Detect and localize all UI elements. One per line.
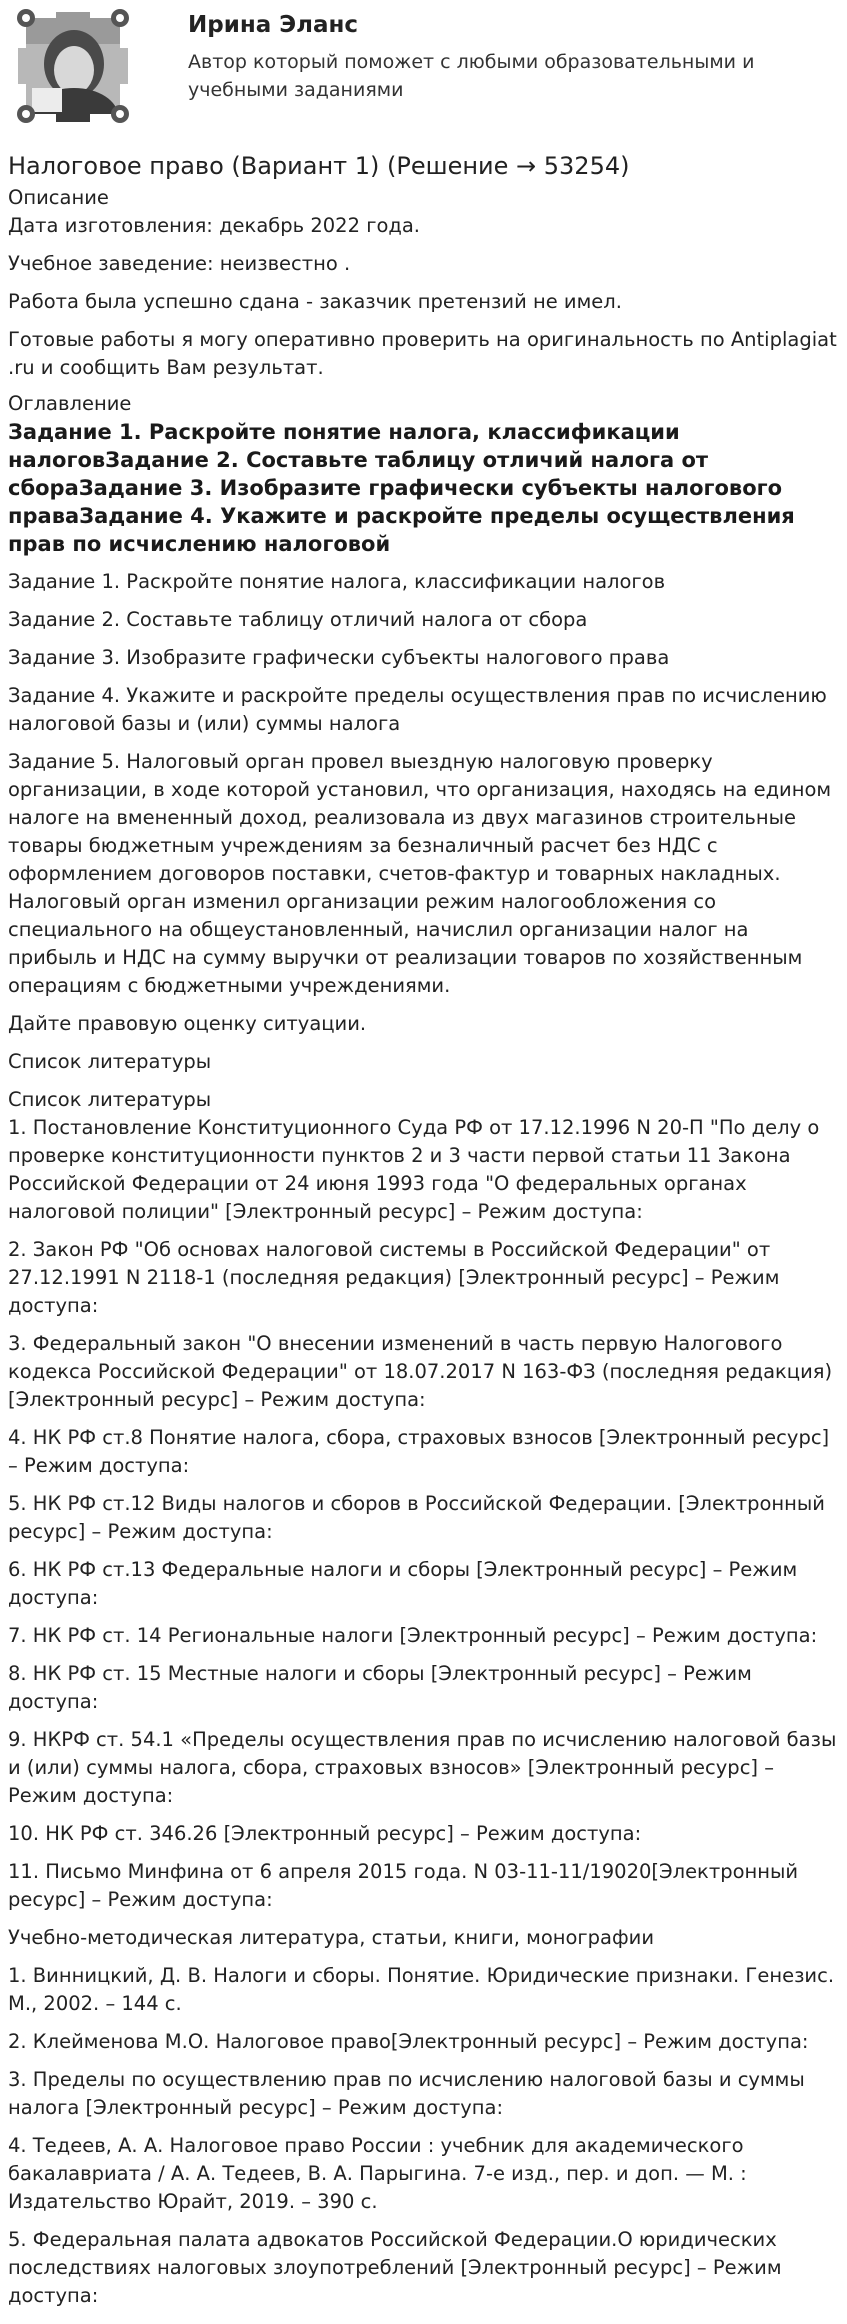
source-item: 6. НК РФ ст.13 Федеральные налоги и сборы [Электронный ресурс] – Режим доступа: [8,1558,798,1609]
source-item: 10. НК РФ ст. 346.26 [Электронный ресурс] – Режим доступа: [8,1822,642,1845]
source-item: 2. Закон РФ "Об основах налоговой системы в Российской Федерации" от 27.12.1991 N 2118-1 (последняя редакция) [Электронный ресурс] – Режим доступа: [8,1238,780,1317]
source-item: 3. Федеральный закон "О внесении изменений в часть первую Налогового кодекса Российской Федерации" от 18.07.2017 N 163-ФЗ (последняя редакция) [Электронный ресурс] – Режим доступа: [8,1332,833,1411]
meta-originality: Готовые работы я могу оперативно проверить на оригинальность по Antiplagiat .ru и сообщить Вам результат. [8,328,837,379]
literature-label: Список литературы [8,1050,212,1073]
task-1: Задание 1. Раскройте понятие налога, классификации налогов [8,570,666,593]
source-item: 9. НКРФ ст. 54.1 «Пределы осуществления прав по исчислению налоговой базы и (или) суммы налога, сбора, страховых взносов» [Электронный ресурс] – Режим доступа: [8,1728,837,1807]
task-4: Задание 4. Укажите и раскройте пределы осуществления прав по исчислению налоговой базы и (или) суммы налога [8,684,827,735]
source-item: 1. Постановление Конституционного Суда РФ от 17.12.1996 N 20-П "По делу о проверке конституционности пунктов 2 и 3 части первой статьи 11 Закона Российской Федерации от 24 июня 1993 года "О федеральных органах налоговой полиции" [Электронный ресурс] – Режим доступа: [8,1116,820,1223]
task-question: Дайте правовую оценку ситуации. [8,1012,367,1035]
author-description: Автор который поможет с любыми образовательными и учебными заданиями [188,51,755,101]
page-title: Налоговое право (Вариант 1) (Решение → 53254) [8,152,630,180]
meta-date: Дата изготовления: декабрь 2022 года. [8,214,421,237]
meta-institution: Учебное заведение: неизвестно . [8,252,351,275]
source-item: 8. НК РФ ст. 15 Местные налоги и сборы [Электронный ресурс] – Режим доступа: [8,1662,752,1713]
avatar [12,4,134,128]
toc-bold-text: Задание 1. Раскройте понятие налога, классификации налоговЗадание 2. Составьте таблицу отличий налога от сбораЗадание 3. Изобразите графически субъекты налогового праваЗадание 4. Укажите и раскройте пределы осуществления прав по исчислению налоговой [8,420,795,556]
source-item: 11. Письмо Минфина от 6 апреля 2015 года. N 03-11-11/19020[Электронный ресурс] – Режим доступа: [8,1860,799,1911]
author-name: Ирина Эланс [188,12,359,38]
source-item: 5. НК РФ ст.12 Виды налогов и сборов в Российской Федерации. [Электронный ресурс] – Режим доступа: [8,1492,825,1543]
toc-label: Оглавление [8,392,132,415]
edu-source-item: 5. Федеральная палата адвокатов Российской Федерации.О юридических последствиях налоговых злоупотреблений [Электронный ресурс] – Режим доступа: [8,2228,782,2307]
edu-source-item: 4. Тедеев, А. А. Налоговое право России : учебник для академического бакалавриата / А. А. Тедеев, В. А. Парыгина. 7-е изд., пер. и доп. — М. : Издательство Юрайт, 2019. – 390 с. [8,2134,747,2213]
meta-status: Работа была успешно сдана - заказчик претензий не имел. [8,290,622,313]
author-card [8,0,839,140]
edu-source-item: 2. Клейменова М.О. Налоговое право[Электронный ресурс] – Режим доступа: [8,2030,809,2053]
literature-list-heading: Список литературы [8,1088,212,1111]
task-3: Задание 3. Изобразите графически субъекты налогового права [8,646,670,669]
edu-source-item: 3. Пределы по осуществлению прав по исчислению налоговой базы и суммы налога [Электронный ресурс] – Режим доступа: [8,2068,805,2119]
task-2: Задание 2. Составьте таблицу отличий налога от сбора [8,608,588,631]
task-5: Задание 5. Налоговый орган провел выездную налоговую проверку организации, в ходе которой установил, что организация, находясь на едином налоге на вмененный доход, реализовала из двух магазинов строительные товары бюджетным учреждениям за безналичный расчет без НДС с оформлением договоров поставки, счетов-фактур и товарных накладных. Налоговый орган изменил организации режим налогообложения со специального на общеустановленный, начислил организации налог на прибыль и НДС на сумму выручки от реализации товаров по хозяйственным операциям с бюджетными учреждениями. [8,750,832,997]
source-item: 7. НК РФ ст. 14 Региональные налоги [Электронный ресурс] – Режим доступа: [8,1624,818,1647]
description-label: Описание [8,186,109,209]
edu-source-item: 1. Винницкий, Д. В. Налоги и сборы. Понятие. Юридические признаки. Генезис. М., 2002. – 144 с. [8,1964,835,2015]
source-item: 4. НК РФ ст.8 Понятие налога, сбора, страховых взносов [Электронный ресурс] – Режим доступа: [8,1426,830,1477]
edu-literature-label: Учебно-методическая литература, статьи, книги, монографии [8,1926,655,1949]
